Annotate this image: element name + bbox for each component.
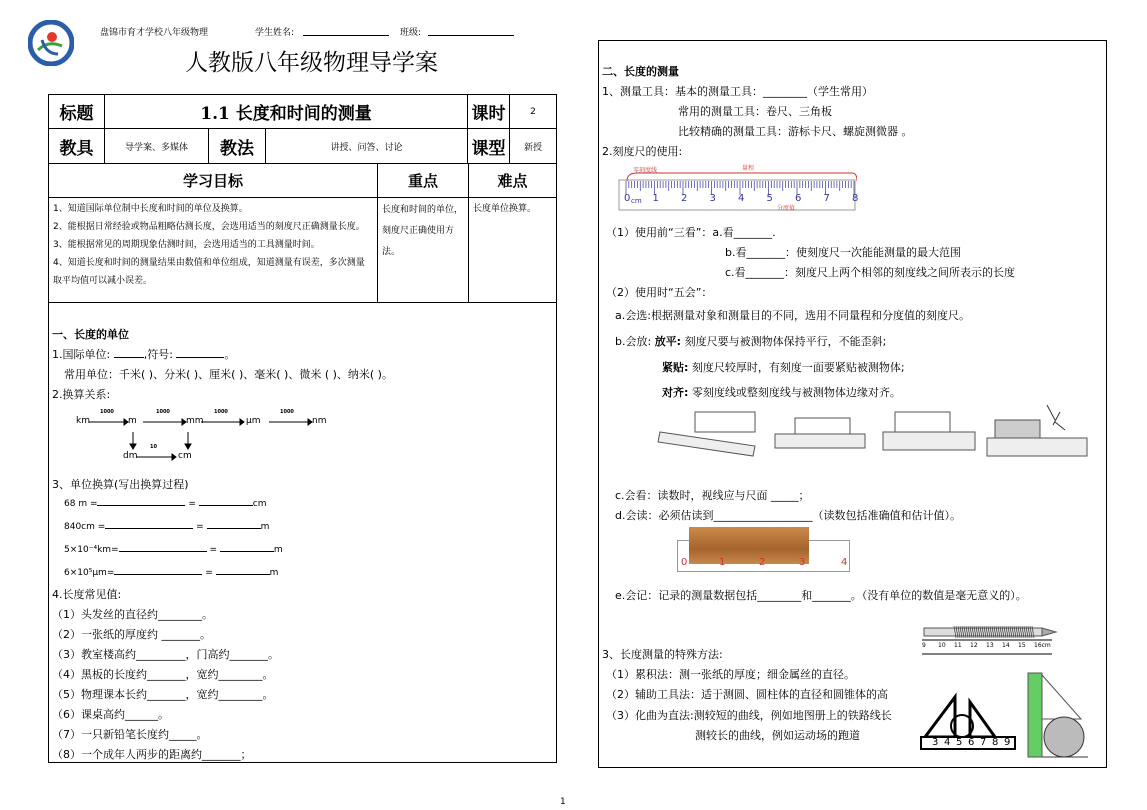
conversion-arrows bbox=[0, 0, 400, 470]
blank[interactable] bbox=[216, 564, 270, 575]
page-title: 人教版八年级物理导学案 bbox=[185, 50, 438, 76]
blank[interactable] bbox=[207, 518, 261, 529]
tick-label: 0 bbox=[681, 557, 688, 568]
exercise-expr: 5×10⁻⁴km= bbox=[64, 545, 119, 555]
skill-d: d.会读：必须估读到__________________（读数包括准确值和估计值）。 bbox=[615, 509, 961, 522]
tick-label: 15 bbox=[1018, 642, 1026, 649]
conversion-title: 2.换算关系: bbox=[52, 388, 111, 401]
equals: = bbox=[205, 568, 213, 578]
tick-label: 5 bbox=[766, 193, 773, 204]
method-value: 讲授、问答、讨论 bbox=[266, 129, 468, 164]
tools-line: 常用的测量工具：卷尺、三角板 bbox=[678, 105, 832, 118]
tick-label: 11 bbox=[954, 642, 962, 649]
exercise-unit: m bbox=[269, 568, 279, 578]
exercise-row bbox=[64, 518, 269, 532]
exercise-expr: 840cm = bbox=[64, 522, 106, 532]
skill-b-text: 刻度尺要与被测物体保持平行，不能歪斜; bbox=[684, 335, 887, 348]
skill-b-bold: 对齐: bbox=[662, 386, 689, 399]
hours-value: 2 bbox=[510, 95, 557, 129]
exercise-row bbox=[64, 495, 267, 509]
ruler-unit: cm bbox=[631, 197, 642, 205]
common-value: （3）教室楼高约_________，门高约_______。 bbox=[52, 648, 279, 661]
special-method-cont: 测较长的曲线，例如运动场的跑道 bbox=[695, 729, 860, 742]
tick-label: 4 bbox=[738, 193, 745, 204]
student-name-label: 学生姓名: bbox=[255, 28, 295, 38]
common-value: （5）物理课本长约_______，宽约________。 bbox=[52, 688, 274, 701]
skill-b-bold: 紧贴: bbox=[662, 361, 689, 374]
blank[interactable] bbox=[220, 541, 274, 552]
objective: 1、知道国际单位制中长度和时间的单位及换算。 bbox=[53, 204, 248, 214]
equals: = bbox=[188, 499, 196, 509]
common-value: （1）头发丝的直径约________。 bbox=[52, 608, 213, 621]
equals: = bbox=[209, 545, 218, 555]
skill-b2 bbox=[662, 359, 905, 375]
tick-label: 7 bbox=[980, 737, 987, 748]
skill-b bbox=[615, 333, 886, 349]
ruler-title: 2.刻度尺的使用: bbox=[602, 145, 683, 158]
blank[interactable] bbox=[105, 518, 193, 529]
tick-label: 6 bbox=[795, 193, 802, 204]
common-values-title: 4.长度常见值: bbox=[52, 588, 122, 601]
blank[interactable] bbox=[97, 495, 185, 506]
page-number: 1 bbox=[560, 797, 566, 807]
objectives-label: 学习目标 bbox=[49, 164, 378, 198]
tick-label: 4 bbox=[944, 737, 951, 748]
exercise-row bbox=[64, 564, 278, 578]
exercise-unit: m bbox=[273, 545, 283, 555]
tick-label: 0 bbox=[624, 193, 631, 204]
ruler-diagram bbox=[617, 163, 857, 211]
skill-e: e.会记：记录的测量数据包括________和_______。（没有单位的数值是毫无意义的）。 bbox=[615, 589, 1027, 602]
tools-label: 教具 bbox=[49, 129, 105, 164]
skill-b-text: 刻度尺较厚时，有刻度一面要紧贴被测物体; bbox=[691, 361, 905, 374]
skill-a: a.会选:根据测量对象和测量目的不同，选用不同量程和分度值的刻度尺。 bbox=[615, 309, 970, 322]
tick-label: 8 bbox=[852, 193, 859, 204]
unit-dm: dm bbox=[123, 451, 138, 461]
skill-b-bold: 放平: bbox=[654, 335, 682, 348]
wood-block-measurement-image bbox=[677, 527, 852, 573]
equals: = bbox=[196, 522, 204, 532]
exercise-row bbox=[64, 541, 283, 555]
wire-on-pencil-image bbox=[922, 618, 1062, 658]
tick-label: 3 bbox=[799, 557, 806, 568]
class-label: 班级: bbox=[400, 28, 422, 38]
division-label: 分度值 bbox=[777, 205, 796, 212]
blank[interactable] bbox=[119, 541, 207, 552]
hours-label: 课时 bbox=[468, 95, 510, 129]
objective: 4、知道长度和时间的测量结果由数值和单位组成，知道测量有误差，多次测量取平均值可以减小误差。 bbox=[53, 258, 365, 286]
objective: 3、能根据常见的周期现象估测时间，会选用适当的工具测量时间。 bbox=[53, 240, 320, 250]
difficulty: 长度单位换算。 bbox=[469, 198, 557, 303]
exercise-title: 3、单位换算(写出换算过程) bbox=[52, 478, 189, 491]
tick-label: 12 bbox=[970, 642, 978, 649]
common-value: （2）一张纸的厚度约 _______。 bbox=[52, 628, 211, 641]
unit-km: km bbox=[76, 416, 90, 426]
tick-label: 2 bbox=[681, 193, 688, 204]
objective: 2、能根据日常经验或物品粗略估测长度，会选用适当的刻度尺正确测量长度。 bbox=[53, 222, 365, 232]
type-value: 新授 bbox=[510, 129, 557, 164]
ruler-placement-images bbox=[655, 400, 1095, 468]
tick-label: 16cm bbox=[1034, 642, 1051, 649]
title-label: 标题 bbox=[49, 95, 105, 129]
special-methods-title: 3、长度测量的特殊方法: bbox=[602, 648, 723, 661]
three-look-line: （1）使用前“三看”：a.看_______. bbox=[606, 226, 776, 239]
blank[interactable] bbox=[114, 564, 202, 575]
common-value: （4）黑板的长度约_______，宽约________。 bbox=[52, 668, 274, 681]
skill-b3 bbox=[662, 384, 901, 400]
unit-nm: nm bbox=[312, 416, 327, 426]
blank[interactable] bbox=[199, 495, 253, 506]
school-name: 盘锦市育才学校八年级物理 bbox=[100, 28, 209, 38]
unit-mm: mm bbox=[186, 416, 204, 426]
tick-label: 3 bbox=[709, 193, 716, 204]
zero-line-label: 零刻度线 bbox=[633, 167, 658, 174]
unit-m: m bbox=[128, 416, 137, 426]
tick-label: 10 bbox=[938, 642, 946, 649]
skill-b-prefix: b.会放: bbox=[615, 335, 652, 348]
triangles-circle-image bbox=[920, 692, 1020, 750]
tick-label: 1 bbox=[719, 557, 726, 568]
common-units: 常用单位：千米( )、分米( )、厘米( )、毫米( )、微米 ( )、纳米( )。 bbox=[64, 368, 393, 381]
tick-label: 2 bbox=[759, 557, 766, 568]
look-b: b.看_______：使刻度尺一次能能测量的最大范围 bbox=[725, 246, 961, 259]
unit-um: μm bbox=[246, 416, 261, 426]
tick-label: 9 bbox=[1004, 737, 1011, 748]
key-points: 长度和时间的单位，刻度尺正确使用方法。 bbox=[378, 198, 469, 303]
common-value: （7）一只新铅笔长度约_____。 bbox=[52, 728, 208, 741]
class-field[interactable] bbox=[428, 35, 514, 36]
factor: 1000 bbox=[100, 409, 114, 415]
lesson-title: 1.1 长度和时间的测量 bbox=[105, 95, 468, 129]
tools-value: 导学案、多媒体 bbox=[105, 129, 209, 164]
method-label: 教法 bbox=[209, 129, 266, 164]
special-method: （3）化曲为直法:测较短的曲线，例如地图册上的铁路线长 bbox=[606, 709, 892, 722]
section1-title: 一、长度的单位 bbox=[52, 328, 129, 341]
five-skills-title: （2）使用时“五会”： bbox=[606, 286, 713, 299]
tick-label: 8 bbox=[992, 737, 999, 748]
common-value: （6）课桌高约______。 bbox=[52, 708, 169, 721]
exercise-expr: 6×10⁵μm= bbox=[64, 568, 115, 578]
difficulty-label: 难点 bbox=[469, 164, 557, 198]
tick-label: 1 bbox=[652, 193, 659, 204]
exercise-unit: cm bbox=[252, 499, 267, 509]
factor: 1000 bbox=[156, 409, 170, 415]
tick-label: 13 bbox=[986, 642, 994, 649]
look-c: c.看_______：刻度尺上两个相邻的刻度线之间所表示的长度 bbox=[725, 266, 1016, 279]
tick-label: 14 bbox=[1002, 642, 1010, 649]
skill-c: c.会看：读数时，视线应与尺面 _____； bbox=[615, 489, 810, 502]
tick-label: 4 bbox=[841, 557, 848, 568]
tick-label: 3 bbox=[932, 737, 939, 748]
factor: 1000 bbox=[214, 409, 228, 415]
common-value: （8）一个成年人两步的距离约_______； bbox=[52, 748, 252, 761]
special-method: （1）累积法：测一张纸的厚度；细金属丝的直径。 bbox=[606, 668, 855, 681]
factor: 1000 bbox=[280, 409, 294, 415]
range-label: 量程 bbox=[742, 165, 755, 172]
symbol-label: ,符号: bbox=[143, 348, 173, 361]
section2-title: 二、长度的测量 bbox=[602, 65, 679, 78]
si-unit-label: 1.国际单位: bbox=[52, 348, 111, 361]
tools-line: 1、测量工具：基本的测量工具：________（学生常用） bbox=[602, 85, 873, 98]
exercise-unit: m bbox=[260, 522, 270, 532]
tick-label: 7 bbox=[823, 193, 830, 204]
tick-label: 6 bbox=[968, 737, 975, 748]
exercise-expr: 68 m = bbox=[64, 499, 98, 509]
special-method: （2）辅助工具法：适于测圆、圆柱体的直径和圆锥体的高 bbox=[606, 688, 888, 701]
unit-cm: cm bbox=[178, 451, 192, 461]
ball-measurement-image bbox=[1026, 671, 1088, 759]
tick-label: 5 bbox=[956, 737, 963, 748]
factor: 10 bbox=[150, 444, 157, 450]
key-label: 重点 bbox=[378, 164, 469, 198]
tick-label: 9 bbox=[922, 642, 926, 649]
period: 。 bbox=[224, 348, 236, 361]
type-label: 课型 bbox=[468, 129, 510, 164]
tools-line: 比较精确的测量工具：游标卡尺、螺旋测微器 。 bbox=[678, 125, 913, 138]
skill-b-text: 零刻度线或整刻度线与被测物体边缘对齐。 bbox=[691, 386, 901, 399]
